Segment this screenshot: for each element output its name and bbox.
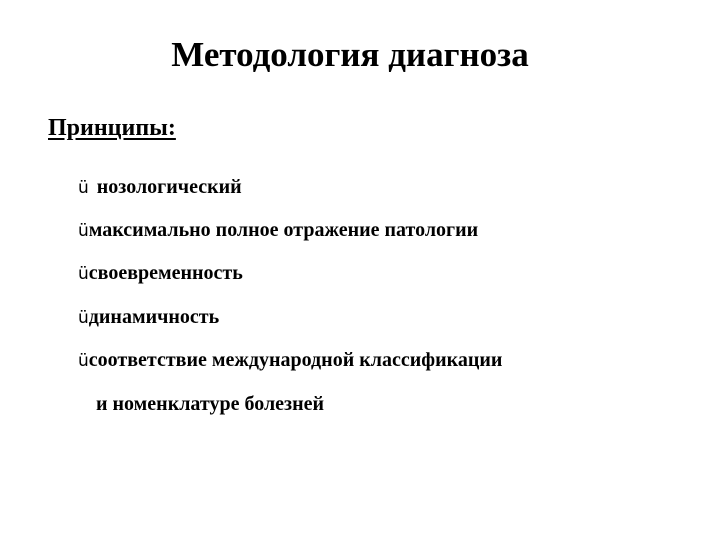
principle-text: динамичность (88, 306, 220, 328)
principles-heading: Принципы: (48, 115, 176, 141)
checkmark-icon: ü (78, 351, 89, 371)
checkmark-icon: ü (78, 264, 89, 284)
checkmark-icon: ü (78, 221, 89, 241)
checkmark-icon: ü (78, 178, 89, 198)
principle-item (78, 347, 502, 374)
principle-item (78, 260, 243, 287)
principle-item (78, 217, 478, 244)
principle-text: максимально полное отражение патологии (88, 219, 479, 241)
principle-continuation: и номенклатуре болезней (96, 393, 325, 415)
principle-text: своевременность (88, 262, 243, 284)
principle-item (78, 174, 242, 201)
principle-text: нозологический (96, 176, 242, 198)
principle-item (78, 304, 219, 331)
checkmark-icon: ü (78, 308, 89, 328)
principle-text: соответствие международной классификации (88, 349, 503, 371)
slide-title: Методология диагноза (171, 35, 529, 74)
